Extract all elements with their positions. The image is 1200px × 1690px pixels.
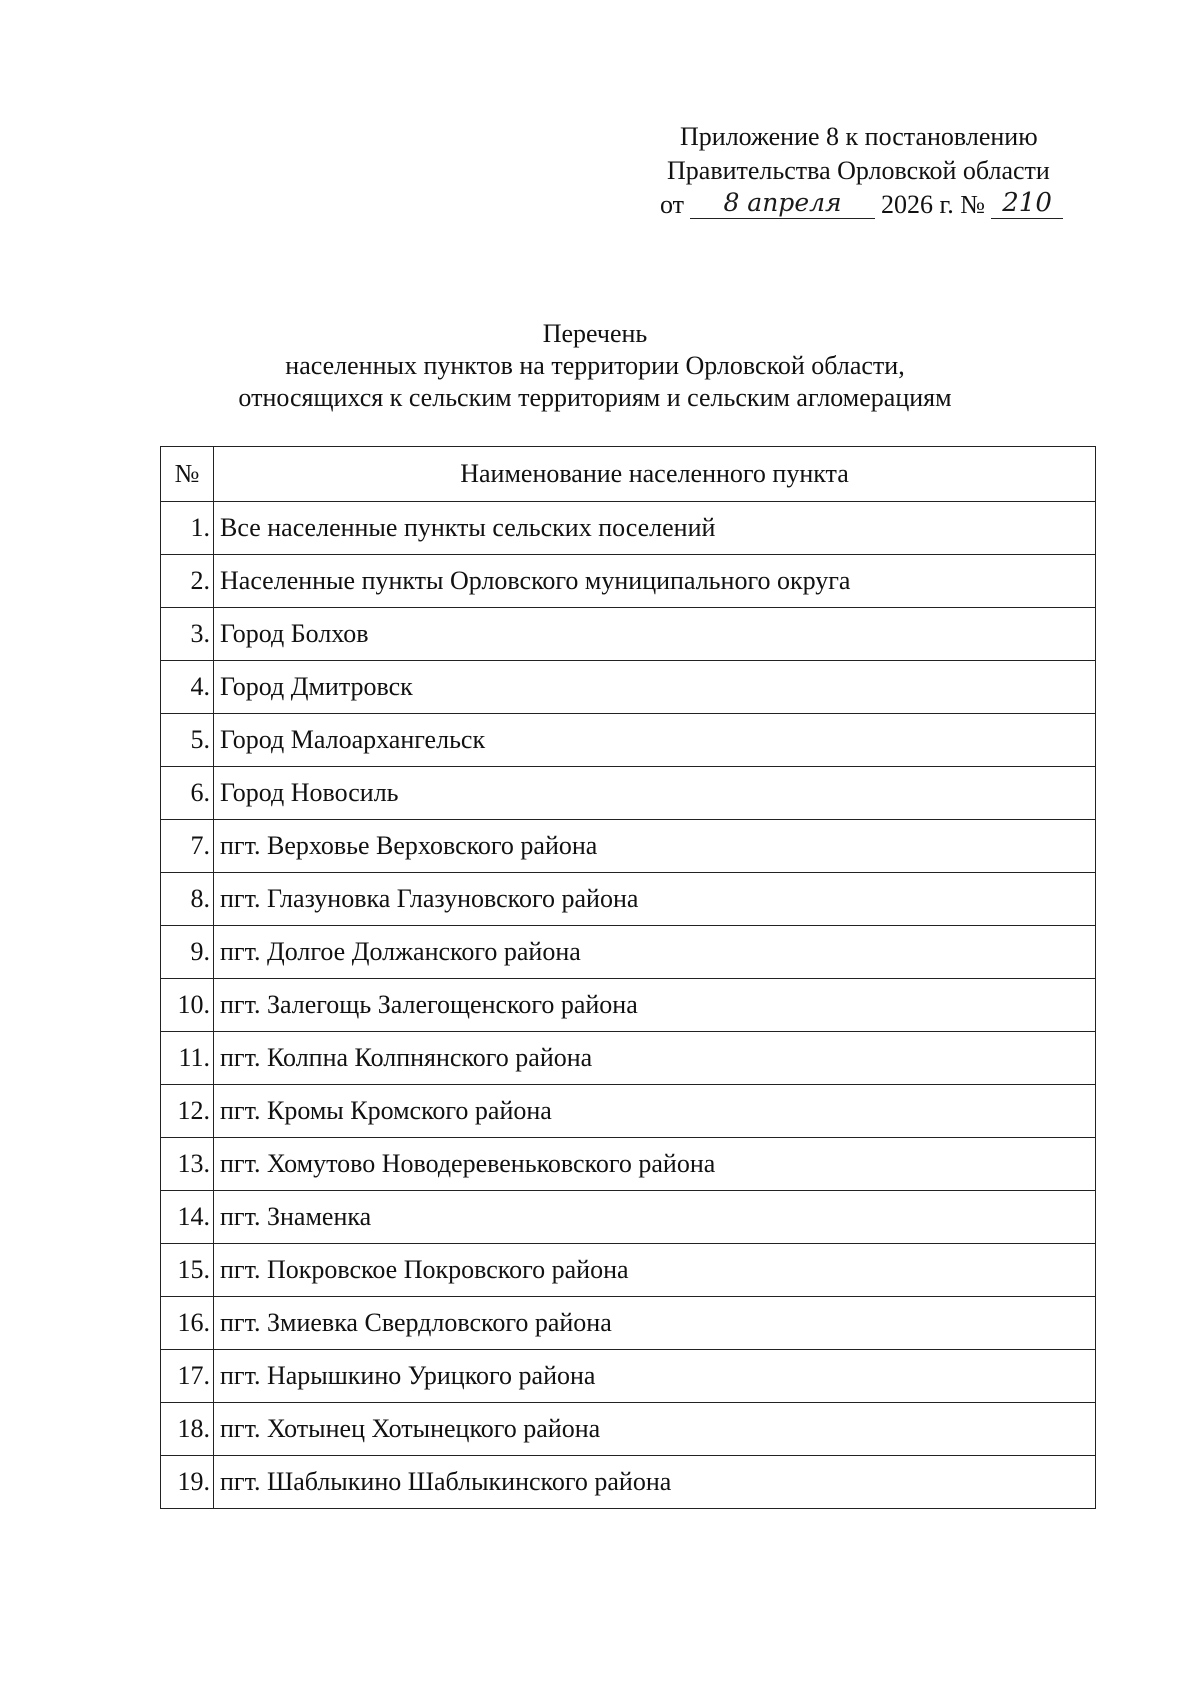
row-number: 13. bbox=[161, 1138, 214, 1191]
table-row bbox=[161, 767, 1096, 820]
header-name: Наименование населенного пункта bbox=[214, 447, 1096, 502]
table-row bbox=[161, 1085, 1096, 1138]
row-number: 8. bbox=[161, 873, 214, 926]
table-row bbox=[161, 555, 1096, 608]
document-title bbox=[150, 318, 1040, 414]
row-name: Населенные пункты Орловского муниципального округа bbox=[214, 555, 1096, 608]
from-label: от bbox=[660, 190, 685, 219]
row-name: пгт. Кромы Кромского района bbox=[214, 1085, 1096, 1138]
row-number: 5. bbox=[161, 714, 214, 767]
row-name: пгт. Знаменка bbox=[214, 1191, 1096, 1244]
row-name: Все населенные пункты сельских поселений bbox=[214, 502, 1096, 555]
table-row bbox=[161, 714, 1096, 767]
row-name: пгт. Змиевка Свердловского района bbox=[214, 1297, 1096, 1350]
row-name: Город Малоархангельск bbox=[214, 714, 1096, 767]
row-number: 10. bbox=[161, 979, 214, 1032]
row-name: Город Новосиль bbox=[214, 767, 1096, 820]
row-number: 11. bbox=[161, 1032, 214, 1085]
table-row bbox=[161, 1138, 1096, 1191]
table-row bbox=[161, 1191, 1096, 1244]
title-line-1: Перечень bbox=[542, 319, 648, 348]
row-number: 16. bbox=[161, 1297, 214, 1350]
row-name: пгт. Долгое Должанского района bbox=[214, 926, 1096, 979]
table-row bbox=[161, 1350, 1096, 1403]
appendix-line-1: Приложение 8 к постановлению bbox=[680, 122, 1038, 151]
row-number: 9. bbox=[161, 926, 214, 979]
table-row bbox=[161, 1456, 1096, 1509]
table-row bbox=[161, 1403, 1096, 1456]
title-line-3: относящихся к сельским территориям и сельским агломерациям bbox=[238, 383, 952, 412]
handwritten-date: 8 апреля bbox=[690, 188, 875, 219]
row-number: 17. bbox=[161, 1350, 214, 1403]
table-row bbox=[161, 502, 1096, 555]
row-name: пгт. Верховье Верховского района bbox=[214, 820, 1096, 873]
row-name: пгт. Покровское Покровского района bbox=[214, 1244, 1096, 1297]
appendix-line-2: Правительства Орловской области bbox=[667, 156, 1050, 185]
appendix-header bbox=[660, 120, 1100, 222]
table-row bbox=[161, 820, 1096, 873]
appendix-date-line bbox=[660, 188, 1100, 222]
row-number: 12. bbox=[161, 1085, 214, 1138]
handwritten-number: 210 bbox=[991, 188, 1063, 219]
row-number: 2. bbox=[161, 555, 214, 608]
row-name: пгт. Хотынец Хотынецкого района bbox=[214, 1403, 1096, 1456]
year-label: 2026 г. № bbox=[881, 190, 986, 219]
table-header-row bbox=[161, 447, 1096, 502]
row-name: пгт. Нарышкино Урицкого района bbox=[214, 1350, 1096, 1403]
table-row bbox=[161, 608, 1096, 661]
row-number: 1. bbox=[161, 502, 214, 555]
table-row bbox=[161, 1297, 1096, 1350]
row-number: 14. bbox=[161, 1191, 214, 1244]
row-name: Город Болхов bbox=[214, 608, 1096, 661]
row-name: Город Дмитровск bbox=[214, 661, 1096, 714]
row-number: 4. bbox=[161, 661, 214, 714]
row-number: 18. bbox=[161, 1403, 214, 1456]
row-number: 15. bbox=[161, 1244, 214, 1297]
table-row bbox=[161, 661, 1096, 714]
row-number: 19. bbox=[161, 1456, 214, 1509]
row-number: 6. bbox=[161, 767, 214, 820]
table-row bbox=[161, 1032, 1096, 1085]
row-name: пгт. Колпна Колпнянского района bbox=[214, 1032, 1096, 1085]
table-row bbox=[161, 1244, 1096, 1297]
header-number: № bbox=[161, 447, 214, 502]
table-row bbox=[161, 979, 1096, 1032]
title-line-2: населенных пунктов на территории Орловской области, bbox=[285, 351, 905, 380]
settlements-table bbox=[160, 446, 1096, 1509]
row-name: пгт. Залегощь Залегощенского района bbox=[214, 979, 1096, 1032]
row-number: 3. bbox=[161, 608, 214, 661]
row-name: пгт. Шаблыкино Шаблыкинского района bbox=[214, 1456, 1096, 1509]
row-name: пгт. Глазуновка Глазуновского района bbox=[214, 873, 1096, 926]
table-row bbox=[161, 926, 1096, 979]
table-row bbox=[161, 873, 1096, 926]
row-name: пгт. Хомутово Новодеревеньковского района bbox=[214, 1138, 1096, 1191]
row-number: 7. bbox=[161, 820, 214, 873]
